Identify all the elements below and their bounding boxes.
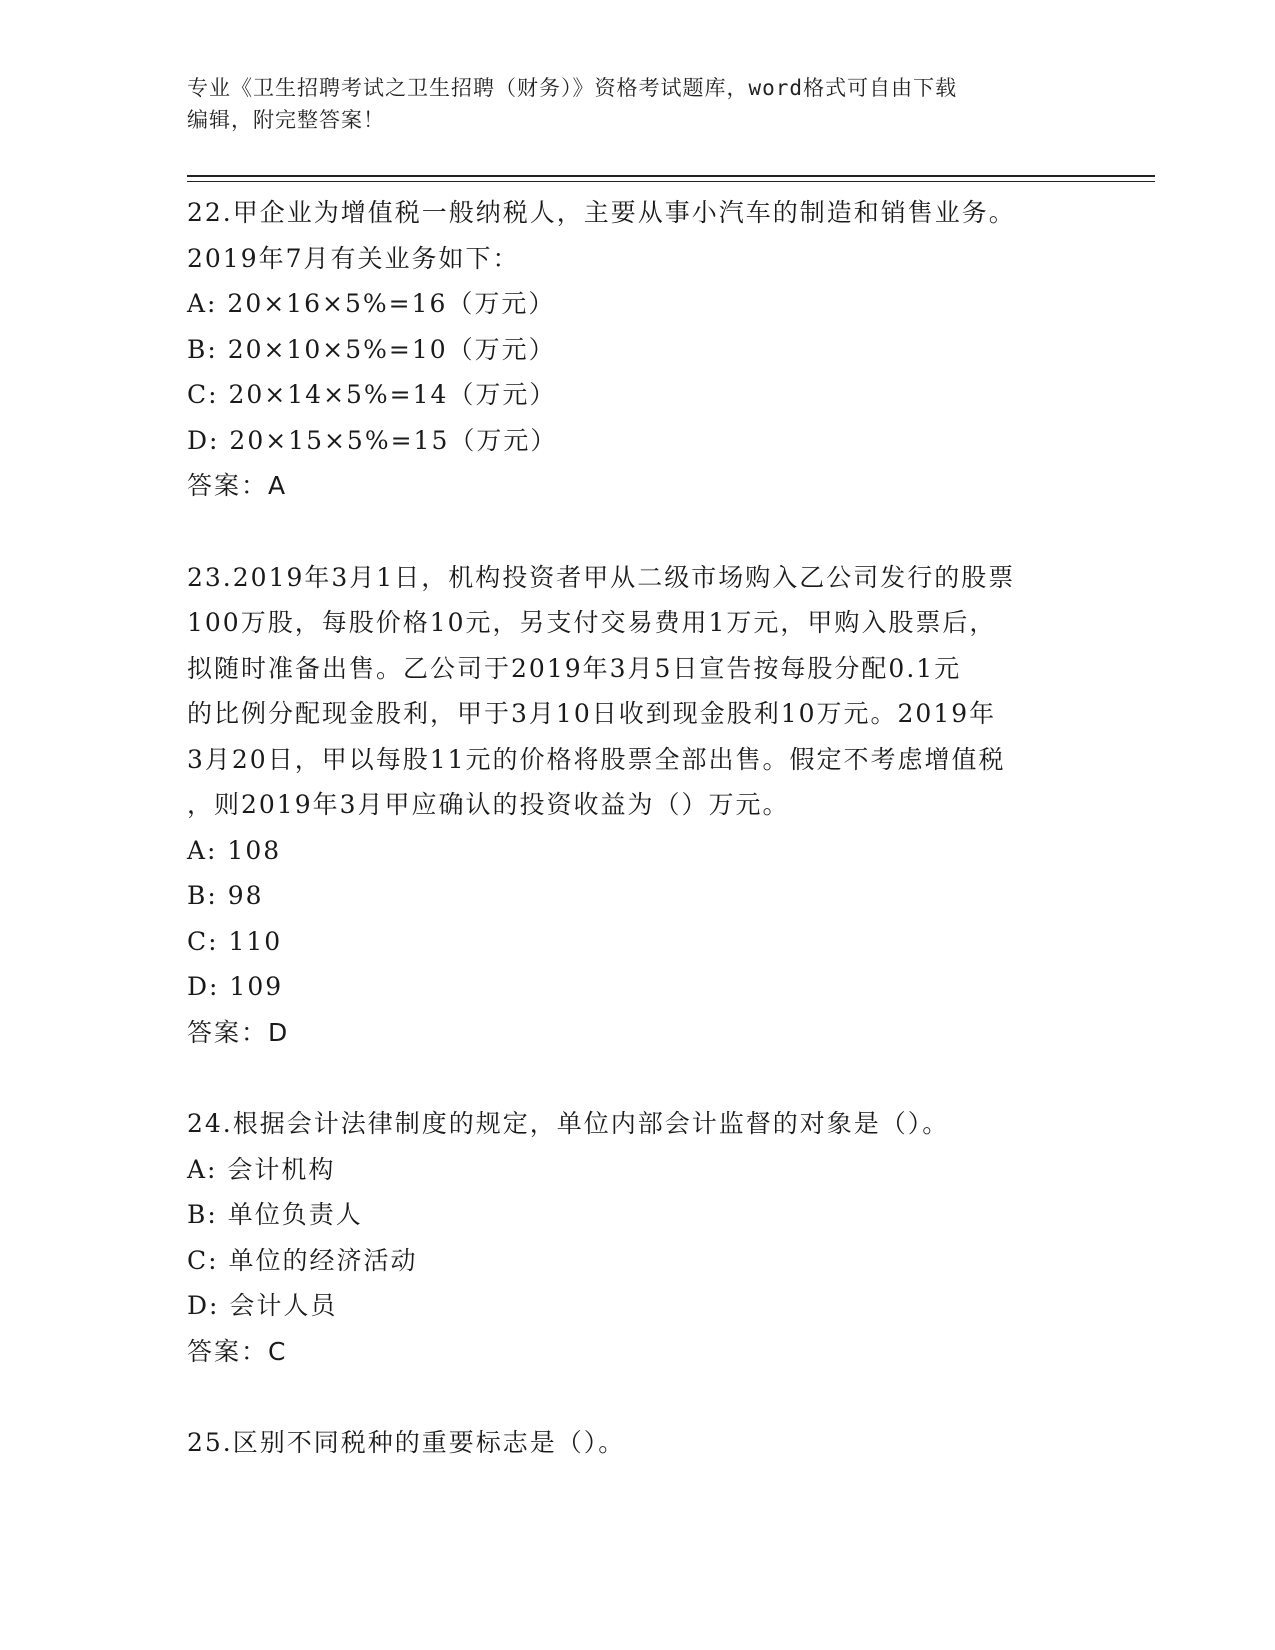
header-divider-thick: [187, 175, 1155, 177]
answer-key: 答案：D: [187, 1017, 290, 1047]
question-list: [187, 190, 1127, 1466]
document-header: [187, 72, 1087, 136]
question-stem-line: 25.区别不同税种的重要标志是（）。: [187, 1428, 626, 1457]
question-block: [187, 555, 1127, 1056]
answer-option: A: 会计机构: [187, 1154, 336, 1184]
answer-option: C: 20×14×5%=14（万元）: [187, 380, 557, 409]
question-stem-line: 拟随时准备出售。乙公司于2019年3月5日宣告按每股分配0.1元: [187, 653, 962, 683]
header-divider-thin: [187, 181, 1155, 182]
answer-key: 答案：C: [187, 1336, 288, 1366]
header-line-1: 专业《卫生招聘考试之卫生招聘（财务）》资格考试题库，word格式可自由下载: [187, 76, 958, 100]
answer-option: D: 会计人员: [187, 1291, 338, 1320]
answer-option: C: 单位的经济活动: [187, 1245, 418, 1275]
question-stem-line: 2019年7月有关业务如下：: [187, 243, 520, 273]
question-block: [187, 1101, 1127, 1374]
question-spacer: [187, 1374, 1127, 1420]
question-stem-line: 23.2019年3月1日，机构投资者甲从二级市场购入乙公司发行的股票: [187, 562, 1016, 592]
header-line-2: 编辑，附完整答案！: [187, 108, 385, 132]
question-stem-line: 的比例分配现金股利，甲于3月10日收到现金股利10万元。2019年: [187, 699, 997, 728]
question-stem-line: 24.根据会计法律制度的规定，单位内部会计监督的对象是（）。: [187, 1109, 950, 1138]
question-spacer: [187, 1055, 1127, 1101]
answer-option: B: 98: [187, 881, 264, 910]
answer-key: 答案：A: [187, 471, 288, 500]
answer-option: D: 109: [187, 972, 284, 1001]
answer-option: A: 108: [187, 835, 282, 865]
question-stem-line: 22.甲企业为增值税一般纳税人，主要从事小汽车的制造和销售业务。: [187, 198, 1016, 227]
question-block: [187, 190, 1127, 509]
answer-option: D: 20×15×5%=15（万元）: [187, 425, 558, 455]
question-stem-line: ，则2019年3月甲应确认的投资收益为（）万元。: [187, 790, 790, 819]
question-spacer: [187, 509, 1127, 555]
question-stem-line: 3月20日，甲以每股11元的价格将股票全部出售。假定不考虑增值税: [187, 744, 1006, 774]
answer-option: B: 20×10×5%=10（万元）: [187, 334, 556, 364]
question-stem-line: 100万股，每股价格10元，另支付交易费用1万元，甲购入股票后，: [187, 608, 997, 637]
answer-option: C: 110: [187, 926, 283, 956]
answer-option: A: 20×16×5%=16（万元）: [187, 289, 556, 318]
answer-option: B: 单位负责人: [187, 1200, 363, 1229]
question-block: [187, 1420, 1127, 1466]
